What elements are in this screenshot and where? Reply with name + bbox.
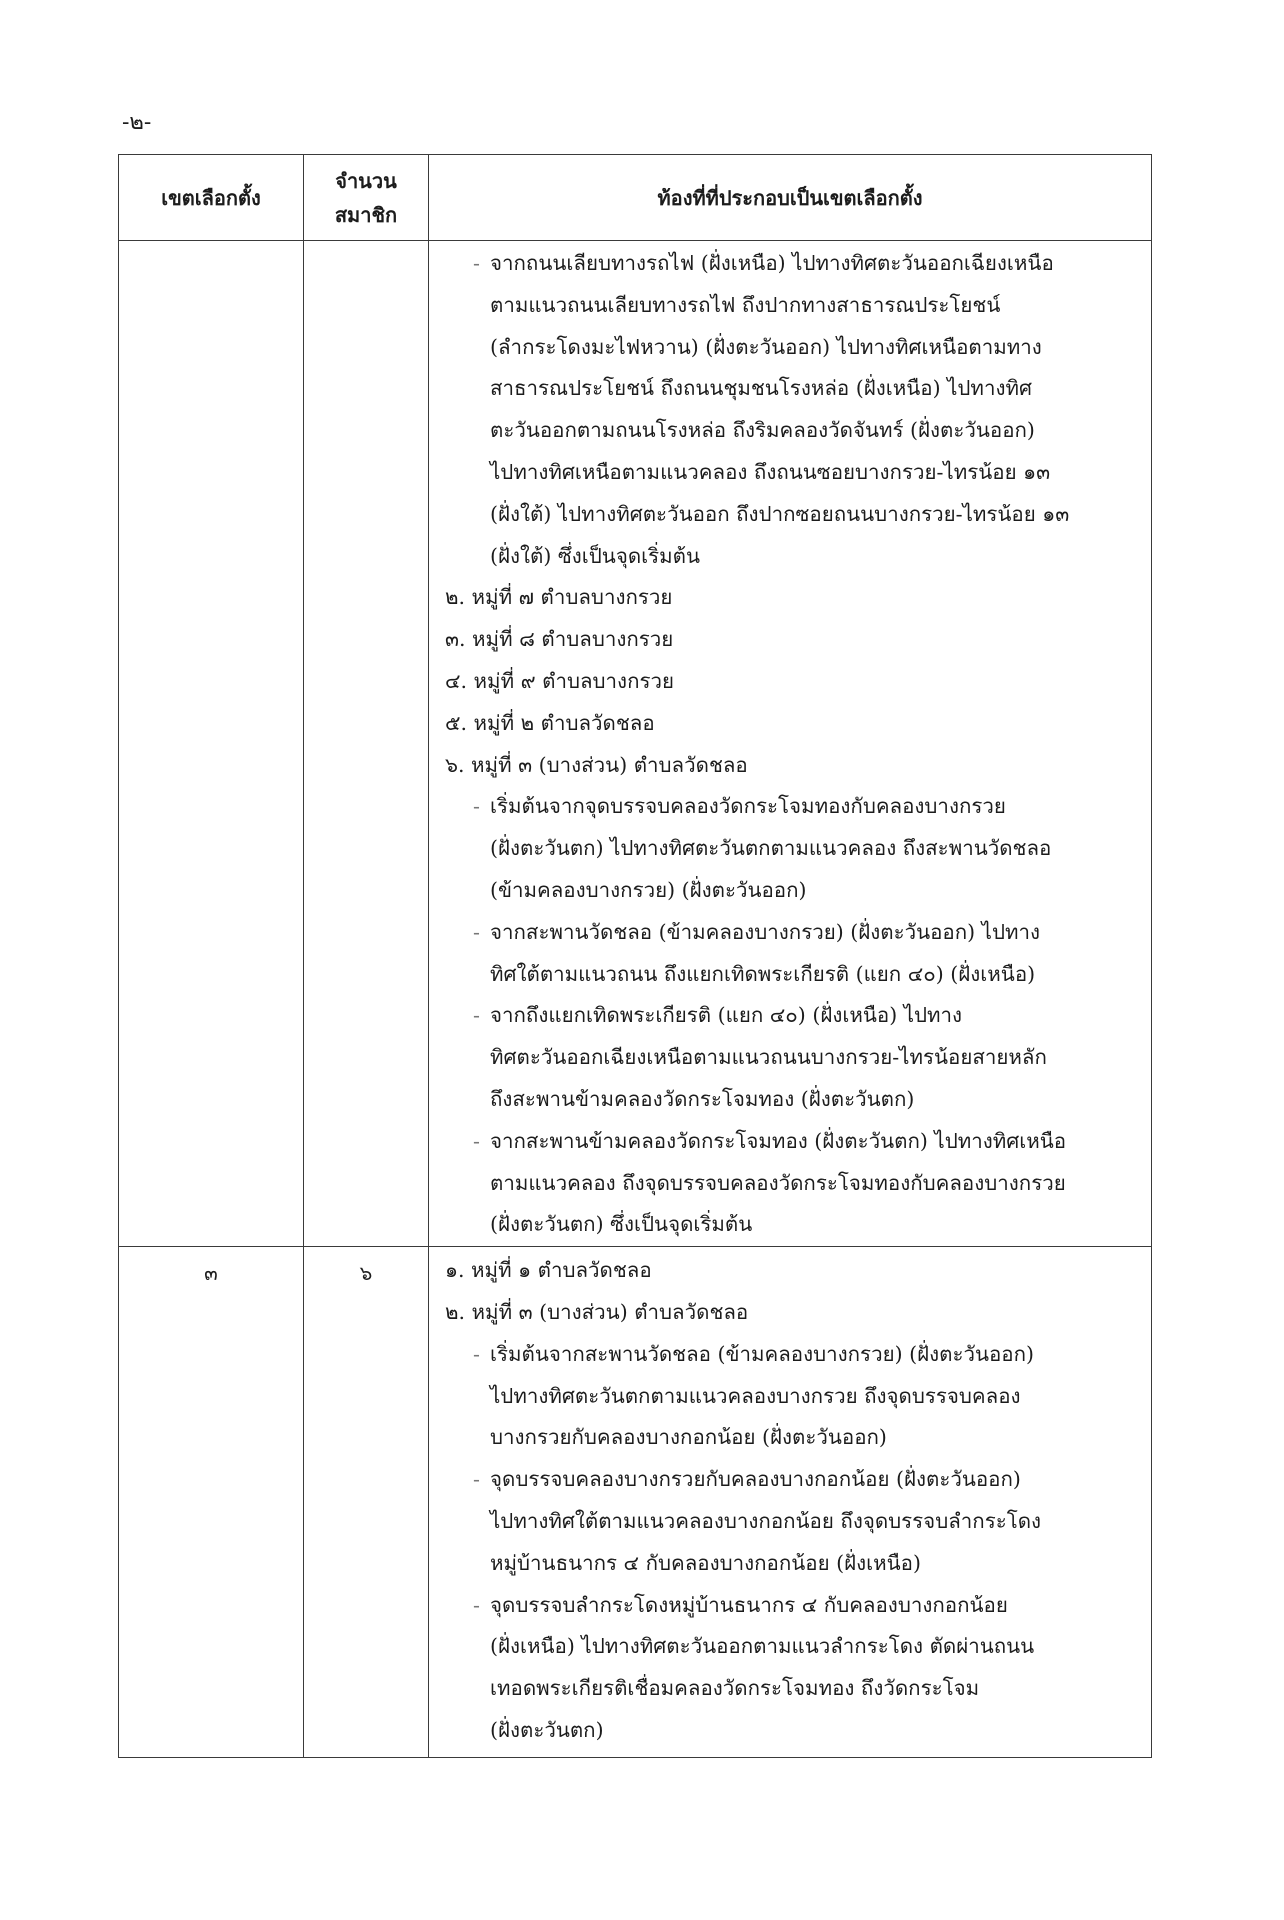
line-text: จุดบรรจบลำกระโดงหมู่บ้านธนากร ๔ กับคลองบางกอกน้อย (490, 1592, 1008, 1617)
boundary-continuation (445, 1501, 1141, 1543)
table-row (119, 1247, 1152, 1758)
boundary-continuation (445, 410, 1141, 452)
line-text: สาธารณประโยชน์ ถึงถนนชุมชนโรงหล่อ (ฝั่งเหนือ) ไปทางทิศ (490, 376, 1032, 401)
line-text: ไปทางทิศเหนือตามแนวคลอง ถึงถนนซอยบางกรวย-ไทรน้อย ๑๓ (490, 459, 1051, 484)
line-text: (ฝั่งใต้) ซึ่งเป็นจุดเริ่มต้น (490, 543, 700, 568)
header-zone: เขตเลือกตั้ง (119, 155, 304, 241)
dash-bullet-icon: - (473, 1003, 480, 1028)
dash-bullet-icon: - (473, 919, 480, 944)
zone-cell: ๓ (119, 1247, 304, 1758)
header-members-line2: สมาชิก (334, 202, 398, 227)
list-item (445, 703, 1141, 745)
line-text: ๒. หมู่ที่ ๗ ตำบลบางกรวย (445, 585, 673, 610)
dash-bullet-icon: - (473, 251, 480, 275)
line-text: ตามแนวถนนเลียบทางรถไฟ ถึงปากทางสาธารณประโยชน์ (490, 292, 1001, 317)
boundary-item (445, 243, 1141, 285)
header-members-line1: จำนวน (335, 168, 397, 193)
line-text: ๖. หมู่ที่ ๓ (บางส่วน) ตำบลวัดชลอ (445, 752, 748, 777)
zone-cell (119, 241, 304, 1247)
boundary-item (445, 1585, 1141, 1627)
dash-bullet-icon: - (473, 1467, 480, 1492)
boundary-continuation (445, 1163, 1141, 1205)
line-text: ไปทางทิศตะวันตกตามแนวคลองบางกรวย ถึงจุดบรรจบคลอง (490, 1383, 1021, 1408)
line-text: บางกรวยกับคลองบางกอกน้อย (ฝั่งตะวันออก) (490, 1425, 887, 1450)
line-text: ตามแนวคลอง ถึงจุดบรรจบคลองวัดกระโจมทองกับคลองบางกรวย (490, 1170, 1066, 1195)
boundary-continuation (445, 368, 1141, 410)
boundary-continuation (445, 954, 1141, 996)
dash-bullet-icon: - (473, 794, 480, 819)
boundary-continuation (445, 1079, 1141, 1121)
boundary-continuation (445, 1710, 1141, 1752)
electoral-zones-table (118, 154, 1152, 1758)
list-item (445, 1292, 1141, 1334)
line-text: ตะวันออกตามถนนโรงหล่อ ถึงริมคลองวัดจันทร์ (ฝั่งตะวันออก) (490, 418, 1035, 443)
header-members (304, 155, 429, 241)
line-text: ทิศใต้ตามแนวถนน ถึงแยกเทิดพระเกียรติ (แยก ๔๐) (ฝั่งเหนือ) (490, 961, 1036, 986)
line-text: (ฝั่งตะวันตก) ซึ่งเป็นจุดเริ่มต้น (490, 1212, 753, 1237)
line-text: จากถนนเลียบทางรถไฟ (ฝั่งเหนือ) ไปทางทิศตะวันออกเฉียงเหนือ (490, 251, 1054, 275)
boundary-item (445, 912, 1141, 954)
table-row (119, 241, 1152, 1247)
boundary-item (445, 1334, 1141, 1376)
line-text: จากถึงแยกเทิดพระเกียรติ (แยก ๔๐) (ฝั่งเหนือ) ไปทาง (490, 1003, 963, 1028)
boundary-continuation (445, 828, 1141, 870)
dash-bullet-icon: - (473, 1341, 480, 1366)
boundary-continuation (445, 1626, 1141, 1668)
area-cell (429, 1247, 1152, 1758)
page-number: -๒- (122, 110, 152, 135)
line-text: ๓. หมู่ที่ ๘ ตำบลบางกรวย (445, 627, 674, 652)
dash-bullet-icon: - (473, 1128, 480, 1153)
boundary-item (445, 995, 1141, 1037)
boundary-continuation (445, 452, 1141, 494)
line-text: จากสะพานวัดชลอ (ข้ามคลองบางกรวย) (ฝั่งตะวันออก) ไปทาง (490, 919, 1041, 944)
line-text: ทิศตะวันออกเฉียงเหนือตามแนวถนนบางกรวย-ไทรน้อยสายหลัก (490, 1045, 1047, 1070)
boundary-item (445, 1121, 1141, 1163)
boundary-item (445, 786, 1141, 828)
line-text: เทอดพระเกียรติเชื่อมคลองวัดกระโจมทอง ถึงวัดกระโจม (490, 1676, 980, 1701)
line-text: (ฝั่งตะวันตก) ไปทางทิศตะวันตกตามแนวคลอง ถึงสะพานวัดชลอ (490, 836, 1052, 861)
list-item (445, 1250, 1141, 1292)
boundary-continuation (445, 1668, 1141, 1710)
list-item (445, 661, 1141, 703)
line-text: เริ่มต้นจากจุดบรรจบคลองวัดกระโจมทองกับคลองบางกรวย (490, 794, 1006, 819)
boundary-continuation (445, 494, 1141, 536)
line-text: (ข้ามคลองบางกรวย) (ฝั่งตะวันออก) (490, 877, 807, 902)
line-text: หมู่บ้านธนากร ๔ กับคลองบางกอกน้อย (ฝั่งเหนือ) (490, 1550, 921, 1575)
members-cell (304, 241, 429, 1247)
list-item (445, 619, 1141, 661)
line-text: (ฝั่งเหนือ) ไปทางทิศตะวันออกตามแนวลำกระโดง ตัดผ่านถนน (490, 1634, 1035, 1659)
boundary-continuation (445, 870, 1141, 912)
line-text: จากสะพานข้ามคลองวัดกระโจมทอง (ฝั่งตะวันตก) ไปทางทิศเหนือ (490, 1128, 1067, 1153)
header-area: ท้องที่ที่ประกอบเป็นเขตเลือกตั้ง (429, 155, 1152, 241)
line-text: (ฝั่งใต้) ไปทางทิศตะวันออก ถึงปากซอยถนนบางกรวย-ไทรน้อย ๑๓ (490, 501, 1070, 526)
boundary-continuation (445, 285, 1141, 327)
boundary-continuation (445, 1204, 1141, 1246)
boundary-continuation (445, 1037, 1141, 1079)
line-text: ๑. หมู่ที่ ๑ ตำบลวัดชลอ (445, 1258, 652, 1283)
line-text: ๕. หมู่ที่ ๒ ตำบลวัดชลอ (445, 710, 655, 735)
boundary-continuation (445, 1376, 1141, 1418)
line-text: จุดบรรจบคลองบางกรวยกับคลองบางกอกน้อย (ฝั่งตะวันออก) (490, 1467, 1021, 1492)
line-text: ไปทางทิศใต้ตามแนวคลองบางกอกน้อย ถึงจุดบรรจบลำกระโดง (490, 1508, 1042, 1533)
line-text: เริ่มต้นจากสะพานวัดชลอ (ข้ามคลองบางกรวย) (ฝั่งตะวันออก) (490, 1341, 1035, 1366)
line-text: ๒. หมู่ที่ ๓ (บางส่วน) ตำบลวัดชลอ (445, 1299, 749, 1324)
dash-bullet-icon: - (473, 1592, 480, 1617)
boundary-item (445, 1459, 1141, 1501)
line-text: (ลำกระโดงมะไฟหวาน) (ฝั่งตะวันออก) ไปทางทิศเหนือตามทาง (490, 334, 1042, 359)
line-text: ๔. หมู่ที่ ๙ ตำบลบางกรวย (445, 668, 675, 693)
area-cell (429, 241, 1152, 1247)
list-item (445, 745, 1141, 787)
boundary-continuation (445, 536, 1141, 578)
list-item (445, 577, 1141, 619)
boundary-continuation (445, 1417, 1141, 1459)
table-header-row (119, 155, 1152, 241)
boundary-continuation (445, 1543, 1141, 1585)
boundary-continuation (445, 327, 1141, 369)
line-text: (ฝั่งตะวันตก) (490, 1717, 604, 1742)
members-cell: ๖ (304, 1247, 429, 1758)
line-text: ถึงสะพานข้ามคลองวัดกระโจมทอง (ฝั่งตะวันตก) (490, 1086, 915, 1111)
